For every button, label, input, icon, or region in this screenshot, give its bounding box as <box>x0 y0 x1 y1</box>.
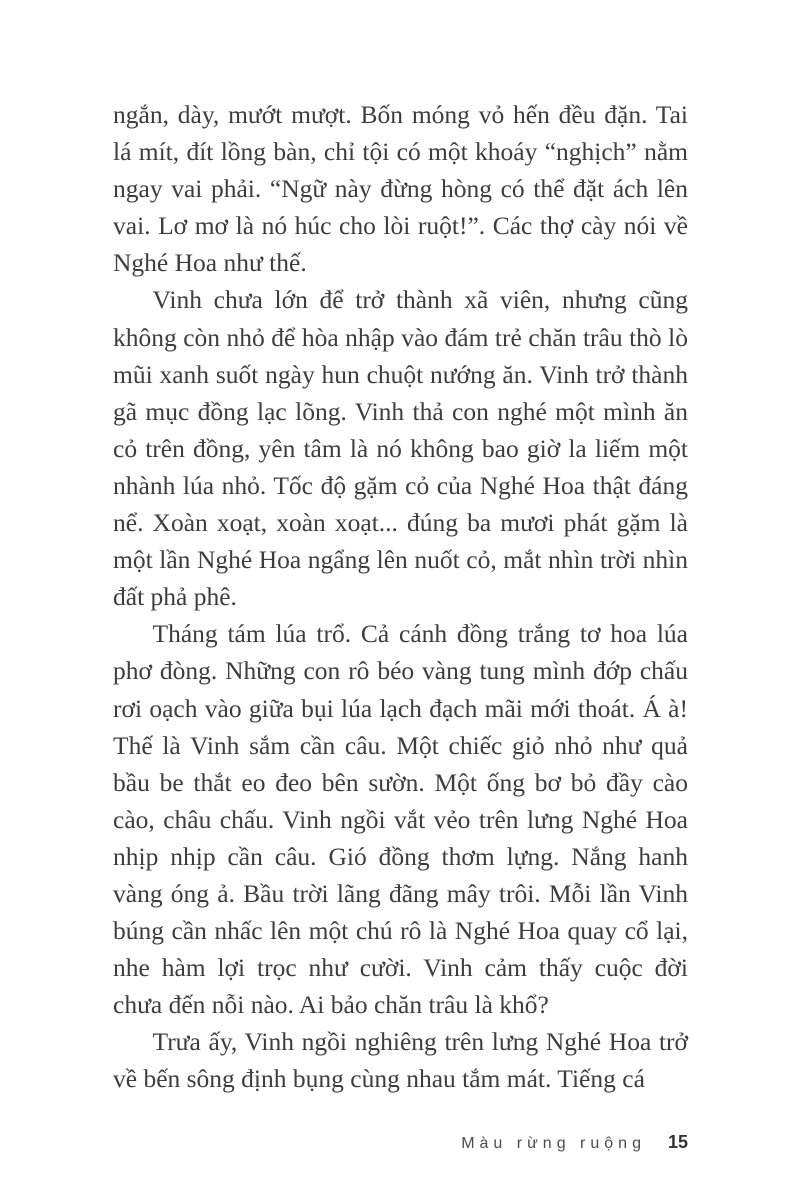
paragraph: Tháng tám lúa trổ. Cả cánh đồng trắng tơ hoa lúa phơ đòng. Những con rô béo vàng tung mình đớp chấu rơi oạch vào giữa bụi lúa lạch đạch mãi mới thoát. Á à! Thế là Vinh sắm cần câu. Một chiếc giỏ nhỏ như quả bầu be thắt eo đeo bên sườn. Một ống bơ bỏ đầy cào cào, châu chấu. Vinh ngồi vắt vẻo trên lưng Nghé Hoa nhịp nhịp cần câu. Gió đồng thơm lựng. Nắng hanh vàng óng ả. Bầu trời lãng đãng mây trôi. Mỗi lần Vinh búng cần nhấc lên một chú rô là Nghé Hoa quay cổ lại, nhe hàm lợi trọc như cười. Vinh cảm thấy cuộc đời chưa đến nỗi nào. Ai bảo chăn trâu là khổ? <box>113 619 688 1020</box>
page-footer <box>461 1132 688 1153</box>
page-text <box>113 96 688 1098</box>
running-title: Màu rừng ruộng <box>461 1135 646 1152</box>
paragraph: Vinh chưa lớn để trở thành xã viên, nhưng cũng không còn nhỏ để hòa nhập vào đám trẻ chăn trâu thò lò mũi xanh suốt ngày hun chuột nướng ăn. Vinh trở thành gã mục đồng lạc lõng. Vinh thả con nghé một mình ăn cỏ trên đồng, yên tâm là nó không bao giờ la liếm một nhành lúa nhỏ. Tốc độ gặm cỏ của Nghé Hoa thật đáng nể. Xoàn xoạt, xoàn xoạt... đúng ba mươi phát gặm là một lần Nghé Hoa ngẩng lên nuốt cỏ, mắt nhìn trời nhìn đất phả phê. <box>113 285 688 612</box>
paragraph: ngắn, dày, mướt mượt. Bốn móng vỏ hến đều đặn. Tai lá mít, đít lồng bàn, chỉ tội có một khoáy “nghịch” nằm ngay vai phải. “Ngữ này đừng hòng có thể đặt ách lên vai. Lơ mơ là nó húc cho lòi ruột!”. Các thợ cày nói về Nghé Hoa như thế. <box>113 100 688 278</box>
paragraph: Trưa ấy, Vinh ngồi nghiêng trên lưng Nghé Hoa trở về bến sông định bụng cùng nhau tắm mát. Tiếng cá <box>113 1027 688 1094</box>
page-number: 15 <box>667 1132 688 1152</box>
